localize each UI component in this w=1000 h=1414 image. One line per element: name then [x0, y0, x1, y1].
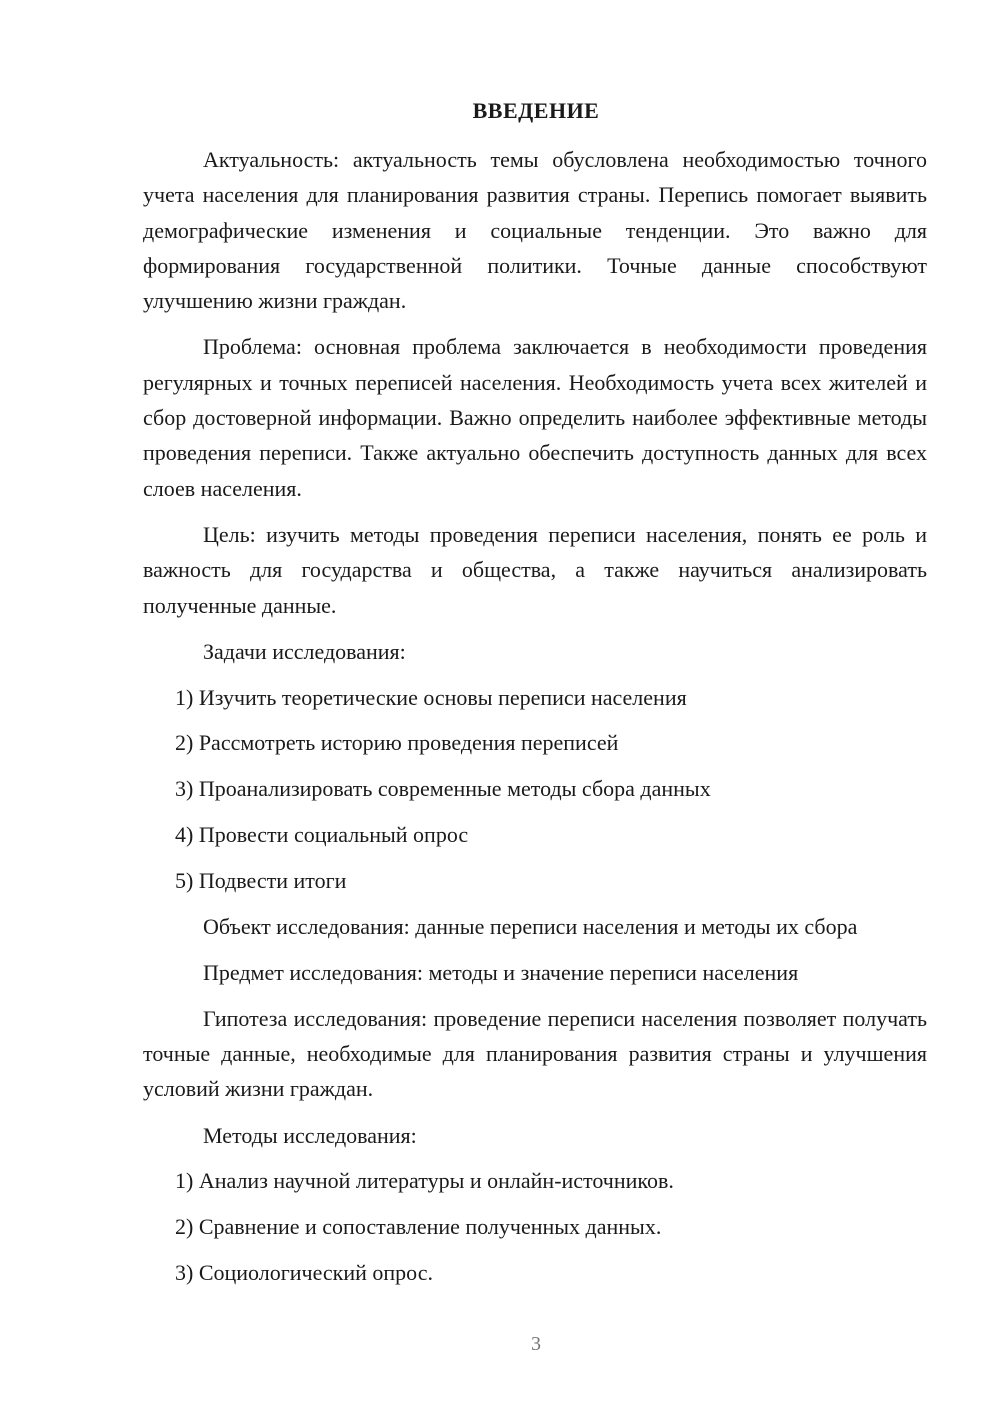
list-item: 2) Сравнение и сопоставление полученных данных. [175, 1214, 662, 1240]
list-item: 4) Провести социальный опрос [175, 822, 469, 848]
goal-paragraph: Цель: изучить методы проведения переписи населения, понять ее роль и важность для государства и общества, а также научиться анализировать полученные данные. [143, 521, 927, 618]
list-item: 3) Проанализировать современные методы сбора данных [175, 776, 711, 802]
tasks-list [143, 680, 927, 898]
document-body [143, 142, 927, 1301]
methods-heading: Методы исследования: [203, 1122, 417, 1148]
hypothesis-paragraph: Гипотеза исследования: проведение переписи населения позволяет получать точные данные, необходимые для планирования развития страны и улучшения условий жизни граждан. [143, 1005, 927, 1102]
page-title: ВВЕДЕНИЕ [472, 98, 600, 123]
relevance-paragraph: Актуальность: актуальность темы обусловлена необходимостью точного учета населения для планирования развития страны. Перепись помогает выявить демографические изменения и социальные тенденции. Это важно для формирования государственной политики. Точные данные способствуют улучшению жизни граждан. [143, 147, 927, 314]
methods-list [143, 1163, 927, 1290]
subject-paragraph: Предмет исследования: методы и значение переписи населения [203, 959, 799, 985]
problem-paragraph: Проблема: основная проблема заключается в необходимости проведения регулярных и точных переписей населения. Необходимость учета всех жителей и сбор достоверной информации. Важно определить наиболее эффективные методы проведения переписи. Также актуально обеспечить доступность данных для всех слоев населения. [143, 334, 927, 501]
page-number: 3 [531, 1333, 541, 1355]
list-item: 1) Анализ научной литературы и онлайн-источников. [175, 1168, 674, 1194]
object-paragraph: Объект исследования: данные переписи населения и методы их сбора [203, 913, 858, 939]
list-item: 2) Рассмотреть историю проведения переписей [175, 730, 619, 756]
tasks-heading: Задачи исследования: [203, 638, 406, 664]
list-item: 5) Подвести итоги [175, 867, 347, 893]
list-item: 3) Социологический опрос. [175, 1260, 433, 1286]
list-item: 1) Изучить теоретические основы переписи населения [175, 684, 687, 710]
